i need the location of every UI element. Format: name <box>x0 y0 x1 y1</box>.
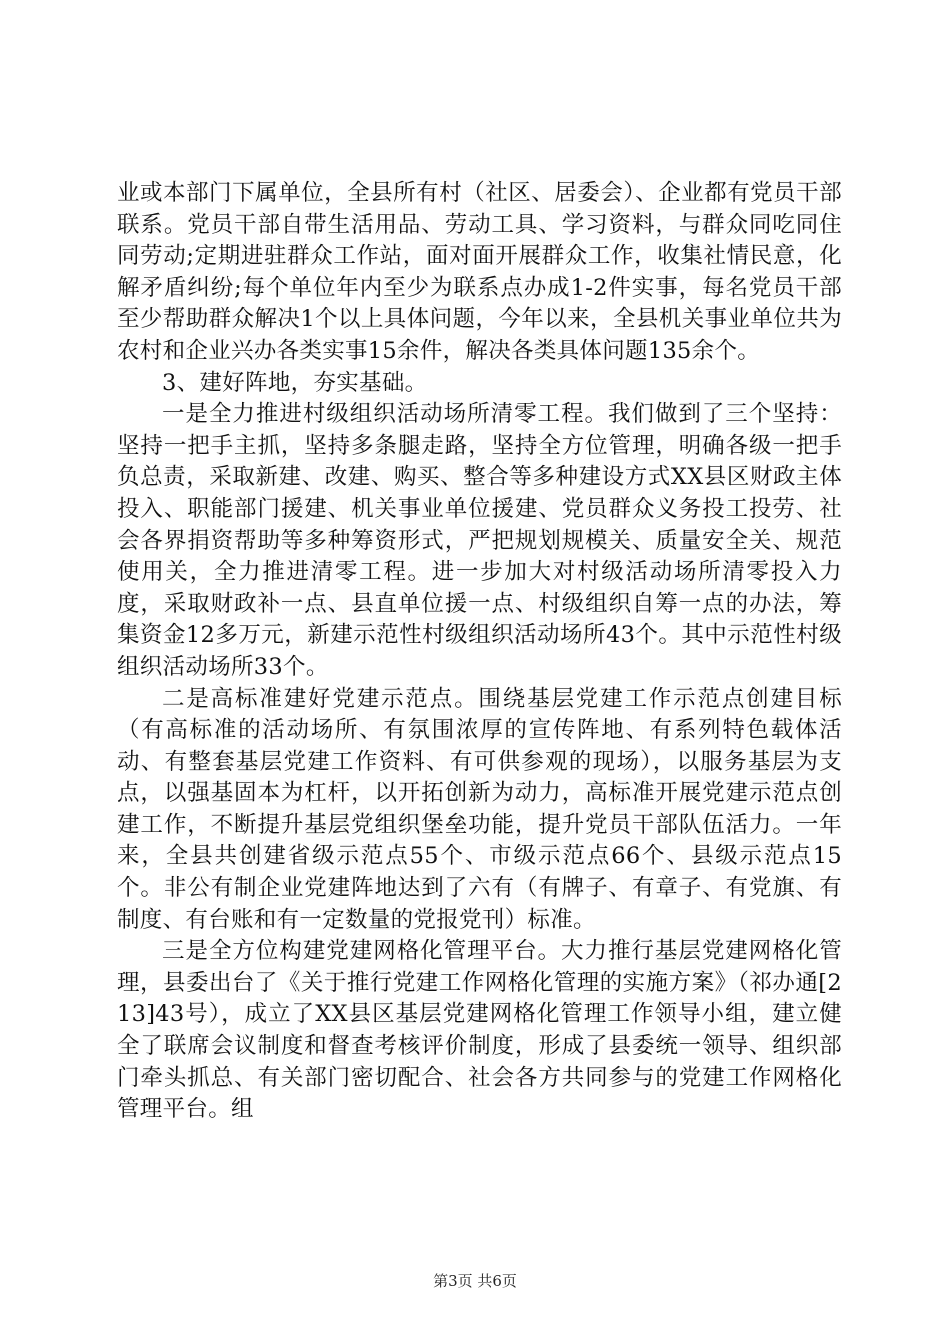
paragraph-point-three: 三是全方位构建党建网格化管理平台。大力推行基层党建网格化管理，县委出台了《关于推行党建工作网格化管理的实施方案》（祁办通[213]43号），成立了XX县区基层党建网格化管理工作领导小组，建立健全了联席会议制度和督查考核评价制度，形成了县委统一领导、组织部门牵头抓总、有关部门密切配合、社会各方共同参与的党建工作网格化管理平台。组 <box>117 938 842 1123</box>
paragraph-point-two: 二是高标准建好党建示范点。围绕基层党建工作示范点创建目标（有高标准的活动场所、有氛围浓厚的宣传阵地、有系列特色载体活动、有整套基层党建工作资料、有可供参观的现场），以服务基层为支点，以强基固本为杠杆，以开拓创新为动力，高标准开展党建示范点创建工作，不断提升基层党组织堡垒功能，提升党员干部队伍活力。一年来，全县共创建省级示范点55个、市级示范点66个、县级示范点15个。非公有制企业党建阵地达到了六有（有牌子、有章子、有党旗、有制度、有台账和有一定数量的党报党刊）标准。 <box>117 685 842 933</box>
document-body <box>117 178 842 1126</box>
paragraph-point-one: 一是全力推进村级组织活动场所清零工程。我们做到了三个坚持：坚持一把手主抓，坚持多条腿走路，坚持全方位管理，明确各级一把手负总责，采取新建、改建、购买、整合等多种建设方式XX县区财政主体投入、职能部门援建、机关事业单位援建、党员群众义务投工投劳、社会各界捐资帮助等多种筹资形式，严把规划规模关、质量安全关、规范使用关，全力推进清零工程。进一步加大对村级活动场所清零投入力度，采取财政补一点、县直单位援一点、村级组织自筹一点的办法，筹集资金12多万元，新建示范性村级组织活动场所43个。其中示范性村级组织活动场所33个。 <box>117 401 842 680</box>
section-heading: 3、建好阵地，夯实基础。 <box>162 369 428 396</box>
page-number-footer: 第3页 共6页 <box>433 1272 517 1290</box>
paragraph-continuation: 业或本部门下属单位，全县所有村（社区、居委会）、企业都有党员干部联系。党员干部自带生活用品、劳动工具、学习资料，与群众同吃同住同劳动;定期进驻群众工作站，面对面开展群众工作，收集社情民意，化解矛盾纠纷;每个单位年内至少为联系点办成1-2件实事，每名党员干部至少帮助群众解决1个以上具体问题，今年以来，全县机关事业单位共为农村和企业兴办各类实事15余件，解决各类具体问题135余个。 <box>117 180 842 364</box>
